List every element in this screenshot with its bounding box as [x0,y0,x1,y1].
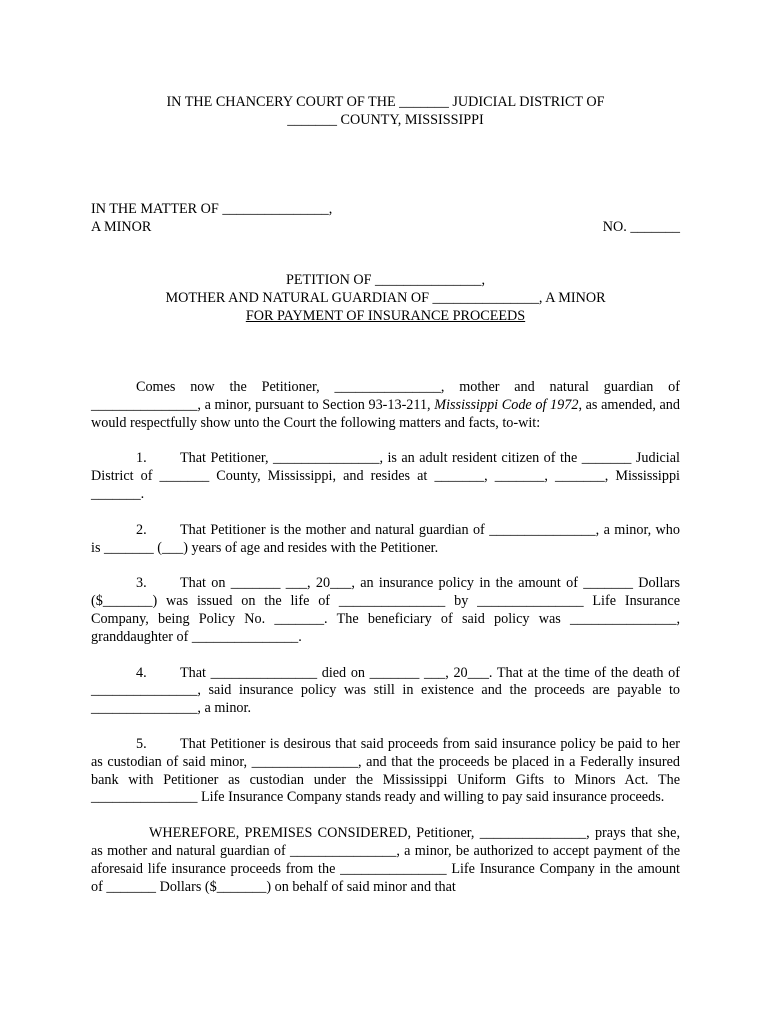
intro-italic: Mississippi Code of 1972 [434,396,579,413]
paragraph-4-number: 4. [136,664,147,681]
paragraph-5-number: 5. [136,735,147,752]
paragraph-1 [91,450,680,503]
paragraph-2-number: 2. [136,521,147,538]
paragraph-1-number: 1. [136,450,147,467]
petition-title-line-3-text: FOR PAYMENT OF INSURANCE PROCEEDS [245,307,526,324]
intro-text: Comes now the Petitioner, _______________, mother and natural guardian of _______________, a minor, pursuant to Section 93-13-211, [91,379,680,413]
wherefore-paragraph [91,825,680,896]
paragraph-4-text: That _______________ died on _______ ___, 20___. That at the time of the death of _______________, said insurance policy was still in existence and the proceeds are payable to _______________, a minor. [91,664,680,717]
intro-paragraph [91,379,680,432]
paragraph-5 [91,736,680,807]
caption-row [91,219,680,237]
paragraph-3 [91,575,680,646]
petition-body [91,379,680,896]
paragraph-5-text: That Petitioner is desirous that said proceeds from said insurance policy be paid to her as custodian of said minor, _______________, and that the proceeds be placed in a Federally insured bank with Petitioner as custodian under the Mississippi Uniform Gifts to Minors Act. The _______________ Life Insurance Company stands ready and willing to pay said insurance proceeds. [91,735,680,806]
case-caption [91,201,680,237]
court-heading-line-1: IN THE CHANCERY COURT OF THE _______ JUDICIAL DISTRICT OF [166,94,605,110]
petition-title-line-3 [91,308,680,326]
case-number: NO. _______ [602,218,680,235]
paragraph-3-text: That on _______ ___, 20___, an insurance policy in the amount of _______ Dollars ($_______) was issued on the life of _______________ by _______________ Life Insurance Company, being Policy No. _______. The beneficiary of said policy was _______________, granddaughter of _______________. [91,575,680,645]
caption-minor: A MINOR [91,218,152,235]
paragraph-2 [91,522,680,558]
petition-title [91,272,680,325]
wherefore-text: WHEREFORE, PREMISES CONSIDERED, Petitioner, _______________, prays that she, as mother and natural guardian of _______________, a minor, be authorized to accept payment of the aforesaid life insurance proceeds from the _______________ Life Insurance Company in the amount of _______ Dollars ($_______) on behalf of said minor and that [91,825,680,895]
paragraph-4 [91,665,680,718]
intro-end: , as amended, and would respectfully show unto the Court the following matters and facts, to-wit: [91,396,680,431]
paragraph-3-number: 3. [136,575,147,592]
court-heading [91,94,680,130]
paragraph-1-text: That Petitioner, _______________, is an adult resident citizen of the _______ Judicial District of _______ County, Mississippi, and resides at _______, _______, _______, Mississippi _______. [91,450,680,502]
petition-title-line-1: PETITION OF _______________, [285,272,485,288]
court-heading-line-2: _______ COUNTY, MISSISSIPPI [287,111,484,128]
petition-title-line-2: MOTHER AND NATURAL GUARDIAN OF _______________, A MINOR [165,289,606,306]
paragraph-2-text: That Petitioner is the mother and natural guardian of _______________, a minor, who is _______ (___) years of age and resides with the Petitioner. [91,521,680,556]
caption-matter: IN THE MATTER OF _______________, [91,201,333,217]
